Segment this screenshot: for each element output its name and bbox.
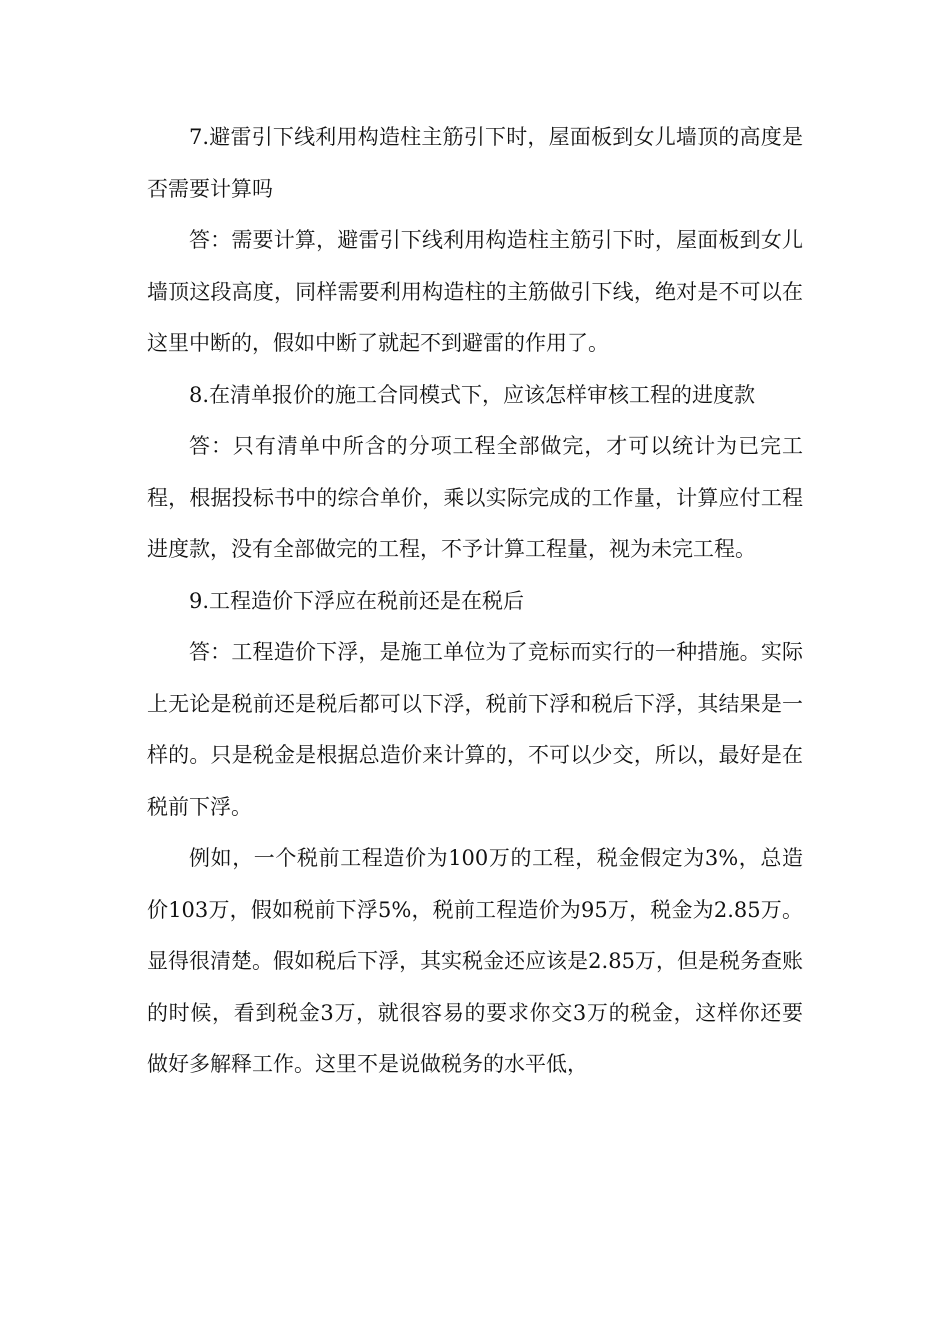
example-paragraph: 例如，一个税前工程造价为100万的工程，税金假定为3%，总造价103万，假如税前下浮5%，税前工程造价为95万，税金为2.85万。显得很清楚。假如税后下浮，其实税金还应该是2.85万，但是税务查账的时候，看到税金3万，就很容易的要求你交3万的税金，这样你还要做好多解释工作。这里不是说做税务的水平低， [147, 846, 803, 1076]
answer-8: 答：只有清单中所含的分项工程全部做完，才可以统计为已完工程，根据投标书中的综合单价，乘以实际完成的工作量，计算应付工程进度款，没有全部做完的工程，不予计算工程量，视为未完工程。 [147, 434, 803, 561]
question-7: 7.避雷引下线利用构造柱主筋引下时，屋面板到女儿墙顶的高度是否需要计算吗 [147, 125, 803, 201]
question-8: 8.在清单报价的施工合同模式下，应该怎样审核工程的进度款 [189, 382, 756, 407]
question-9: 9.工程造价下浮应在税前还是在税后 [189, 588, 525, 613]
answer-9: 答：工程造价下浮，是施工单位为了竞标而实行的一种措施。实际上无论是税前还是税后都可以下浮，税前下浮和税后下浮，其结果是一样的。只是税金是根据总造价来计算的，不可以少交，所以，最好是在税前下浮。 [147, 640, 803, 819]
answer-7: 答：需要计算，避雷引下线利用构造柱主筋引下时，屋面板到女儿墙顶这段高度，同样需要利用构造柱的主筋做引下线，绝对是不可以在这里中断的，假如中断了就起不到避雷的作用了。 [147, 228, 803, 355]
document-body [147, 112, 803, 1091]
